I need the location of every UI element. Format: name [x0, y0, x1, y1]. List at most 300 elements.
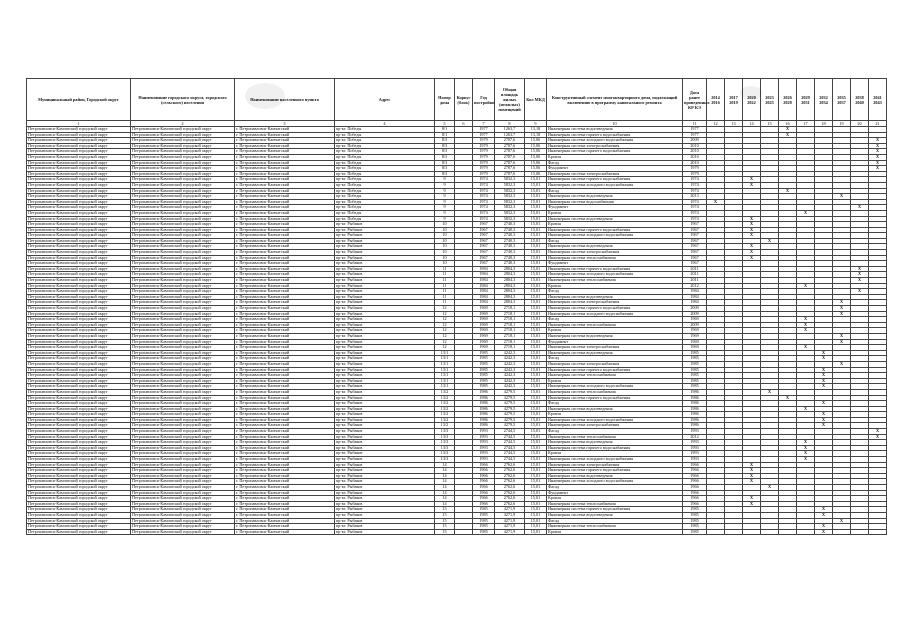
year-built-cell: 1986: [473, 406, 495, 412]
mkd-count-cell: 15,01: [525, 417, 547, 423]
mkd-count-cell: 15,01: [525, 356, 547, 362]
house-number-cell: 8/3: [435, 149, 455, 155]
settlement-cell: Петропавловск-Камчатский городской округ: [131, 149, 235, 155]
area-cell: 2804,3: [495, 283, 525, 289]
district-cell: Петропавловск-Камчатский городской округ: [27, 300, 131, 306]
period-mark-cell: X: [833, 339, 851, 345]
element-cell: Кровля: [547, 451, 683, 457]
district-cell: Петропавловск-Камчатский городской округ: [27, 255, 131, 261]
area-cell: 2762,6: [495, 490, 525, 496]
mkd-count-cell: 15,01: [525, 429, 547, 435]
element-cell: Инженерная система водоотведения: [547, 350, 683, 356]
area-cell: 4279,5: [495, 401, 525, 407]
district-cell: Петропавловск-Камчатский городской округ: [27, 345, 131, 351]
locality-cell: г. Петропавловск-Камчатский: [235, 322, 335, 328]
period-mark-cell: X: [851, 205, 869, 211]
prior-repair-date-cell: 2010: [683, 160, 707, 166]
district-cell: Петропавловск-Камчатский городской округ: [27, 233, 131, 239]
address-cell: пр-кт. Победы: [335, 171, 435, 177]
mkd-count-cell: 15,01: [525, 512, 547, 518]
period-mark-cell: X: [833, 361, 851, 367]
column-number: 5: [435, 121, 455, 127]
prior-repair-date-cell: 1974: [683, 216, 707, 222]
prior-repair-date-cell: 1979: [683, 171, 707, 177]
prior-repair-date-cell: 1974: [683, 205, 707, 211]
area-cell: 2787,6: [495, 149, 525, 155]
period-mark-cell: [833, 529, 851, 535]
prior-repair-date-cell: 1986: [683, 401, 707, 407]
locality-cell: г. Петропавловск-Камчатский: [235, 473, 335, 479]
address-cell: пр-кт. Рыбаков: [335, 490, 435, 496]
mkd-count-cell: 15,06: [525, 171, 547, 177]
settlement-cell: Петропавловск-Камчатский городской округ: [131, 233, 235, 239]
locality-cell: г. Петропавловск-Камчатский: [235, 373, 335, 379]
prior-repair-date-cell: 1993: [683, 457, 707, 463]
district-cell: Петропавловск-Камчатский городской округ: [27, 154, 131, 160]
locality-cell: г. Петропавловск-Камчатский: [235, 177, 335, 183]
house-number-cell: 13/2: [435, 395, 455, 401]
prior-repair-date-cell: 1969: [683, 339, 707, 345]
settlement-cell: Петропавловск-Камчатский городской округ: [131, 143, 235, 149]
period-mark-cell: X: [815, 412, 833, 418]
element-cell: Кровля: [547, 210, 683, 216]
prior-repair-date-cell: 1967: [683, 250, 707, 256]
locality-cell: г. Петропавловск-Камчатский: [235, 423, 335, 429]
locality-cell: г. Петропавловск-Камчатский: [235, 434, 335, 440]
period-mark-cell: X: [869, 143, 887, 149]
year-built-cell: 1993: [473, 451, 495, 457]
prior-repair-date-cell: 1967: [683, 244, 707, 250]
area-cell: 4279,5: [495, 395, 525, 401]
period-mark-cell: X: [815, 512, 833, 518]
locality-cell: г. Петропавловск-Камчатский: [235, 339, 335, 345]
year-built-cell: 1966: [473, 485, 495, 491]
column-header: Адрес: [335, 79, 435, 121]
mkd-count-cell: 15,06: [525, 138, 547, 144]
column-header: 2014 2016: [707, 79, 725, 121]
locality-cell: г. Петропавловск-Камчатский: [235, 160, 335, 166]
period-mark-cell: X: [707, 199, 725, 205]
column-number: 17: [797, 121, 815, 127]
area-cell: 4279,5: [495, 417, 525, 423]
year-built-cell: 1985: [473, 361, 495, 367]
period-mark-cell: X: [833, 194, 851, 200]
house-number-cell: 11: [435, 266, 455, 272]
prior-repair-date-cell: 1967: [683, 255, 707, 261]
locality-cell: г. Петропавловск-Камчатский: [235, 238, 335, 244]
element-cell: Фасад: [547, 317, 683, 323]
settlement-cell: Петропавловск-Камчатский городской округ: [131, 389, 235, 395]
area-cell: 2744,5: [495, 429, 525, 435]
house-number-cell: 11: [435, 294, 455, 300]
locality-cell: г. Петропавловск-Камчатский: [235, 311, 335, 317]
address-cell: пр-кт. Рыбаков: [335, 479, 435, 485]
column-number: 15: [761, 121, 779, 127]
mkd-count-cell: 15,01: [525, 473, 547, 479]
locality-cell: г. Петропавловск-Камчатский: [235, 490, 335, 496]
district-cell: Петропавловск-Камчатский городской округ: [27, 333, 131, 339]
address-cell: пр-кт. Победы: [335, 149, 435, 155]
period-mark-cell: X: [797, 210, 815, 216]
locality-cell: г. Петропавловск-Камчатский: [235, 138, 335, 144]
area-cell: 4271,9: [495, 512, 525, 518]
period-mark-cell: X: [869, 138, 887, 144]
year-built-cell: 1966: [473, 479, 495, 485]
settlement-cell: Петропавловск-Камчатский городской округ: [131, 490, 235, 496]
year-built-cell: 1986: [473, 423, 495, 429]
period-mark-cell: X: [743, 255, 761, 261]
house-number-cell: 15: [435, 524, 455, 530]
settlement-cell: Петропавловск-Камчатский городской округ: [131, 278, 235, 284]
locality-cell: г. Петропавловск-Камчатский: [235, 417, 335, 423]
mkd-count-cell: 15,01: [525, 210, 547, 216]
column-number: 13: [725, 121, 743, 127]
house-number-cell: 13/3: [435, 451, 455, 457]
address-cell: пр-кт. Победы: [335, 160, 435, 166]
locality-cell: г. Петропавловск-Камчатский: [235, 149, 335, 155]
element-cell: Инженерная система электроснабжения: [547, 361, 683, 367]
area-cell: 5832,3: [495, 199, 525, 205]
address-cell: пр-кт. Рыбаков: [335, 222, 435, 228]
prior-repair-date-cell: 2011: [683, 272, 707, 278]
district-cell: Петропавловск-Камчатский городской округ: [27, 367, 131, 373]
element-cell: Кровля: [547, 412, 683, 418]
column-number: 6: [455, 121, 473, 127]
house-number-cell: 12: [435, 311, 455, 317]
locality-cell: г. Петропавловск-Камчатский: [235, 440, 335, 446]
area-cell: 4242,3: [495, 350, 525, 356]
element-cell: Кровля: [547, 378, 683, 384]
period-mark-cell: X: [851, 266, 869, 272]
period-mark-cell: X: [797, 445, 815, 451]
settlement-cell: Петропавловск-Камчатский городской округ: [131, 529, 235, 535]
prior-repair-date-cell: 1986: [683, 406, 707, 412]
area-cell: 4279,5: [495, 423, 525, 429]
area-cell: 2740,3: [495, 238, 525, 244]
address-cell: пр-кт. Рыбаков: [335, 367, 435, 373]
house-number-cell: 10: [435, 250, 455, 256]
mkd-count-cell: 15,01: [525, 518, 547, 524]
element-cell: Фасад: [547, 238, 683, 244]
address-cell: пр-кт. Победы: [335, 194, 435, 200]
address-cell: пр-кт. Рыбаков: [335, 266, 435, 272]
column-header: Муниципальный район, Городской округ: [27, 79, 131, 121]
year-built-cell: 1984: [473, 294, 495, 300]
area-cell: 2762,6: [495, 485, 525, 491]
settlement-cell: Петропавловск-Камчатский городской округ: [131, 501, 235, 507]
address-cell: пр-кт. Рыбаков: [335, 373, 435, 379]
period-mark-cell: X: [743, 233, 761, 239]
mkd-count-cell: 15,01: [525, 339, 547, 345]
house-number-cell: 10: [435, 261, 455, 267]
mkd-count-cell: 15,06: [525, 160, 547, 166]
element-cell: Фасад: [547, 188, 683, 194]
area-cell: 2740,3: [495, 222, 525, 228]
settlement-cell: Петропавловск-Камчатский городской округ: [131, 238, 235, 244]
element-cell: Фасад: [547, 429, 683, 435]
address-cell: пр-кт. Победы: [335, 127, 435, 133]
district-cell: Петропавловск-Камчатский городской округ: [27, 350, 131, 356]
area-cell: 4242,3: [495, 361, 525, 367]
column-number: 7: [473, 121, 495, 127]
mkd-count-cell: 15,01: [525, 445, 547, 451]
settlement-cell: Петропавловск-Камчатский городской округ: [131, 272, 235, 278]
element-cell: Инженерная система горячего водоснабжения: [547, 227, 683, 233]
column-number: 16: [779, 121, 797, 127]
locality-cell: г. Петропавловск-Камчатский: [235, 182, 335, 188]
prior-repair-date-cell: 1974: [683, 182, 707, 188]
element-cell: Инженерная система теплоснабжения: [547, 501, 683, 507]
area-cell: 2718,1: [495, 333, 525, 339]
prior-repair-date-cell: 1993: [683, 429, 707, 435]
settlement-cell: Петропавловск-Камчатский городской округ: [131, 373, 235, 379]
address-cell: пр-кт. Рыбаков: [335, 468, 435, 474]
prior-repair-date-cell: 2009: [683, 311, 707, 317]
prior-repair-date-cell: 1984: [683, 289, 707, 295]
district-cell: Петропавловск-Камчатский городской округ: [27, 261, 131, 267]
column-header: Номер дома: [435, 79, 455, 121]
mkd-count-cell: 15,06: [525, 143, 547, 149]
locality-cell: г. Петропавловск-Камчатский: [235, 512, 335, 518]
year-built-cell: 1977: [473, 132, 495, 138]
locality-cell: г. Петропавловск-Камчатский: [235, 317, 335, 323]
prior-repair-date-cell: 1966: [683, 462, 707, 468]
prior-repair-date-cell: 2012: [683, 283, 707, 289]
district-cell: Петропавловск-Камчатский городской округ: [27, 127, 131, 133]
settlement-cell: Петропавловск-Камчатский городской округ: [131, 300, 235, 306]
area-cell: 2787,6: [495, 138, 525, 144]
settlement-cell: Петропавловск-Камчатский городской округ: [131, 350, 235, 356]
area-cell: 4271,9: [495, 518, 525, 524]
mkd-count-cell: 15,01: [525, 227, 547, 233]
locality-cell: г. Петропавловск-Камчатский: [235, 496, 335, 502]
area-cell: 2740,3: [495, 227, 525, 233]
prior-repair-date-cell: 2011: [683, 278, 707, 284]
area-cell: 5832,3: [495, 177, 525, 183]
house-number-cell: 15: [435, 507, 455, 513]
period-mark-cell: X: [743, 468, 761, 474]
mkd-count-cell: 13,18: [525, 127, 547, 133]
locality-cell: г. Петропавловск-Камчатский: [235, 367, 335, 373]
mkd-count-cell: 15,01: [525, 389, 547, 395]
house-number-cell: 8/3: [435, 171, 455, 177]
address-cell: пр-кт. Рыбаков: [335, 529, 435, 535]
house-number-cell: 14: [435, 468, 455, 474]
district-cell: Петропавловск-Камчатский городской округ: [27, 272, 131, 278]
address-cell: пр-кт. Рыбаков: [335, 350, 435, 356]
mkd-count-cell: 15,01: [525, 199, 547, 205]
year-built-cell: 1979: [473, 149, 495, 155]
prior-repair-date-cell: 2009: [683, 306, 707, 312]
house-number-cell: 13/3: [435, 434, 455, 440]
address-cell: пр-кт. Рыбаков: [335, 250, 435, 256]
period-mark-cell: X: [743, 177, 761, 183]
year-built-cell: 1984: [473, 289, 495, 295]
house-number-cell: 13/1: [435, 361, 455, 367]
district-cell: Петропавловск-Камчатский городской округ: [27, 361, 131, 367]
mkd-count-cell: 15,01: [525, 524, 547, 530]
area-cell: 2718,1: [495, 306, 525, 312]
settlement-cell: Петропавловск-Камчатский городской округ: [131, 333, 235, 339]
prior-repair-date-cell: 2010: [683, 154, 707, 160]
house-number-cell: 15: [435, 518, 455, 524]
element-cell: Инженерная система горячего водоснабжения: [547, 306, 683, 312]
address-cell: пр-кт. Победы: [335, 205, 435, 211]
period-mark-cell: X: [743, 244, 761, 250]
element-cell: Кровля: [547, 328, 683, 334]
column-header: 2035 2037: [833, 79, 851, 121]
address-cell: пр-кт. Рыбаков: [335, 311, 435, 317]
area-cell: 2804,3: [495, 266, 525, 272]
period-mark-cell: [725, 529, 743, 535]
period-mark-cell: [869, 529, 887, 535]
area-cell: 2718,1: [495, 322, 525, 328]
period-mark-cell: X: [743, 496, 761, 502]
address-cell: пр-кт. Рыбаков: [335, 361, 435, 367]
settlement-cell: Петропавловск-Камчатский городской округ: [131, 306, 235, 312]
settlement-cell: Петропавловск-Камчатский городской округ: [131, 127, 235, 133]
element-cell: Фасад: [547, 356, 683, 362]
area-cell: 2718,1: [495, 328, 525, 334]
area-cell: 2804,3: [495, 278, 525, 284]
address-cell: пр-кт. Рыбаков: [335, 272, 435, 278]
locality-cell: г. Петропавловск-Камчатский: [235, 227, 335, 233]
area-cell: 2762,6: [495, 501, 525, 507]
area-cell: 4242,3: [495, 384, 525, 390]
address-cell: пр-кт. Победы: [335, 166, 435, 172]
prior-repair-date-cell: 1985: [683, 373, 707, 379]
address-cell: пр-кт. Рыбаков: [335, 423, 435, 429]
area-cell: 2787,6: [495, 171, 525, 177]
area-cell: 2787,6: [495, 166, 525, 172]
district-cell: Петропавловск-Камчатский городской округ: [27, 188, 131, 194]
period-mark-cell: X: [743, 182, 761, 188]
address-cell: пр-кт. Рыбаков: [335, 255, 435, 261]
district-cell: Петропавловск-Камчатский городской округ: [27, 485, 131, 491]
house-number-cell: 9: [435, 188, 455, 194]
house-number-cell: 14: [435, 479, 455, 485]
column-number: 18: [815, 121, 833, 127]
mkd-count-cell: 15,01: [525, 507, 547, 513]
year-built-cell: 1969: [473, 317, 495, 323]
period-mark-cell: X: [869, 160, 887, 166]
mkd-count-cell: 15,01: [525, 485, 547, 491]
address-cell: пр-кт. Рыбаков: [335, 512, 435, 518]
period-mark-cell: X: [815, 401, 833, 407]
prior-repair-date-cell: 1985: [683, 378, 707, 384]
period-mark-cell: X: [761, 485, 779, 491]
settlement-cell: Петропавловск-Камчатский городской округ: [131, 311, 235, 317]
period-mark-cell: X: [833, 300, 851, 306]
column-number: 19: [833, 121, 851, 127]
district-cell: Петропавловск-Камчатский городской округ: [27, 328, 131, 334]
house-number-cell: 13/2: [435, 412, 455, 418]
element-cell: Инженерная система теплоснабжения: [547, 373, 683, 379]
column-number: 3: [235, 121, 335, 127]
settlement-cell: Петропавловск-Камчатский городской округ: [131, 171, 235, 177]
district-cell: Петропавловск-Камчатский городской округ: [27, 227, 131, 233]
prior-repair-date-cell: 1979: [683, 166, 707, 172]
prior-repair-date-cell: 1986: [683, 389, 707, 395]
settlement-cell: Петропавловск-Камчатский городской округ: [131, 205, 235, 211]
prior-repair-date-cell: 1966: [683, 490, 707, 496]
column-number: 20: [851, 121, 869, 127]
year-built-cell: 1985: [473, 373, 495, 379]
settlement-cell: Петропавловск-Камчатский городской округ: [131, 518, 235, 524]
element-cell: Инженерная система водоотведения: [547, 333, 683, 339]
period-mark-cell: X: [833, 311, 851, 317]
element-cell: Инженерная система холодного водоснабжения: [547, 182, 683, 188]
district-cell: Петропавловск-Камчатский городской округ: [27, 406, 131, 412]
prior-repair-date-cell: 2013: [683, 194, 707, 200]
table-row: [27, 529, 887, 535]
district-cell: Петропавловск-Камчатский городской округ: [27, 473, 131, 479]
year-built-cell: 1979: [473, 171, 495, 177]
settlement-cell: Петропавловск-Камчатский городской округ: [131, 485, 235, 491]
address-cell: пр-кт. Рыбаков: [335, 440, 435, 446]
settlement-cell: Петропавловск-Камчатский городской округ: [131, 423, 235, 429]
element-cell: Кровля: [547, 283, 683, 289]
settlement-cell: Петропавловск-Камчатский городской округ: [131, 154, 235, 160]
locality-cell: г. Петропавловск-Камчатский: [235, 244, 335, 250]
house-number-cell: 8/3: [435, 138, 455, 144]
prior-repair-date-cell: 1986: [683, 423, 707, 429]
address-cell: пр-кт. Рыбаков: [335, 496, 435, 502]
mkd-count-cell: 15,01: [525, 244, 547, 250]
settlement-cell: Петропавловск-Камчатский городской округ: [131, 473, 235, 479]
house-number-cell: 14: [435, 473, 455, 479]
mkd-count-cell: 15,01: [525, 233, 547, 239]
settlement-cell: Петропавловск-Камчатский городской округ: [131, 412, 235, 418]
district-cell: Петропавловск-Камчатский городской округ: [27, 283, 131, 289]
year-built-cell: 1967: [473, 255, 495, 261]
prior-repair-date-cell: 1986: [683, 417, 707, 423]
element-cell: Инженерная система электроснабжения: [547, 300, 683, 306]
settlement-cell: Петропавловск-Камчатский городской округ: [131, 244, 235, 250]
house-number-cell: 12: [435, 328, 455, 334]
year-built-cell: 1966: [473, 473, 495, 479]
year-built-cell: 1977: [473, 127, 495, 133]
year-built-cell: 1969: [473, 311, 495, 317]
period-mark-cell: X: [743, 216, 761, 222]
prior-repair-date-cell: 1986: [683, 412, 707, 418]
prior-repair-date-cell: 1985: [683, 524, 707, 530]
area-cell: 2787,6: [495, 160, 525, 166]
address-cell: пр-кт. Рыбаков: [335, 445, 435, 451]
year-built-cell: 1969: [473, 306, 495, 312]
period-mark-cell: X: [797, 451, 815, 457]
house-number-cell: 13/1: [435, 350, 455, 356]
period-mark-cell: X: [815, 373, 833, 379]
period-mark-cell: X: [797, 328, 815, 334]
column-number: 4: [335, 121, 435, 127]
year-built-cell: 1993: [473, 445, 495, 451]
settlement-cell: Петропавловск-Камчатский городской округ: [131, 283, 235, 289]
district-cell: Петропавловск-Камчатский городской округ: [27, 250, 131, 256]
settlement-cell: Петропавловск-Камчатский городской округ: [131, 401, 235, 407]
house-number-cell: 11: [435, 300, 455, 306]
prior-repair-date-cell: 1966: [683, 473, 707, 479]
district-cell: Петропавловск-Камчатский городской округ: [27, 199, 131, 205]
settlement-cell: Петропавловск-Камчатский городской округ: [131, 322, 235, 328]
settlement-cell: Петропавловск-Камчатский городской округ: [131, 188, 235, 194]
house-number-cell: 14: [435, 462, 455, 468]
element-cell: Инженерная система водоснабжения: [547, 199, 683, 205]
address-cell: пр-кт. Рыбаков: [335, 283, 435, 289]
year-built-cell: 1967: [473, 250, 495, 256]
mkd-count-cell: 15,01: [525, 300, 547, 306]
settlement-cell: Петропавловск-Камчатский городской округ: [131, 345, 235, 351]
